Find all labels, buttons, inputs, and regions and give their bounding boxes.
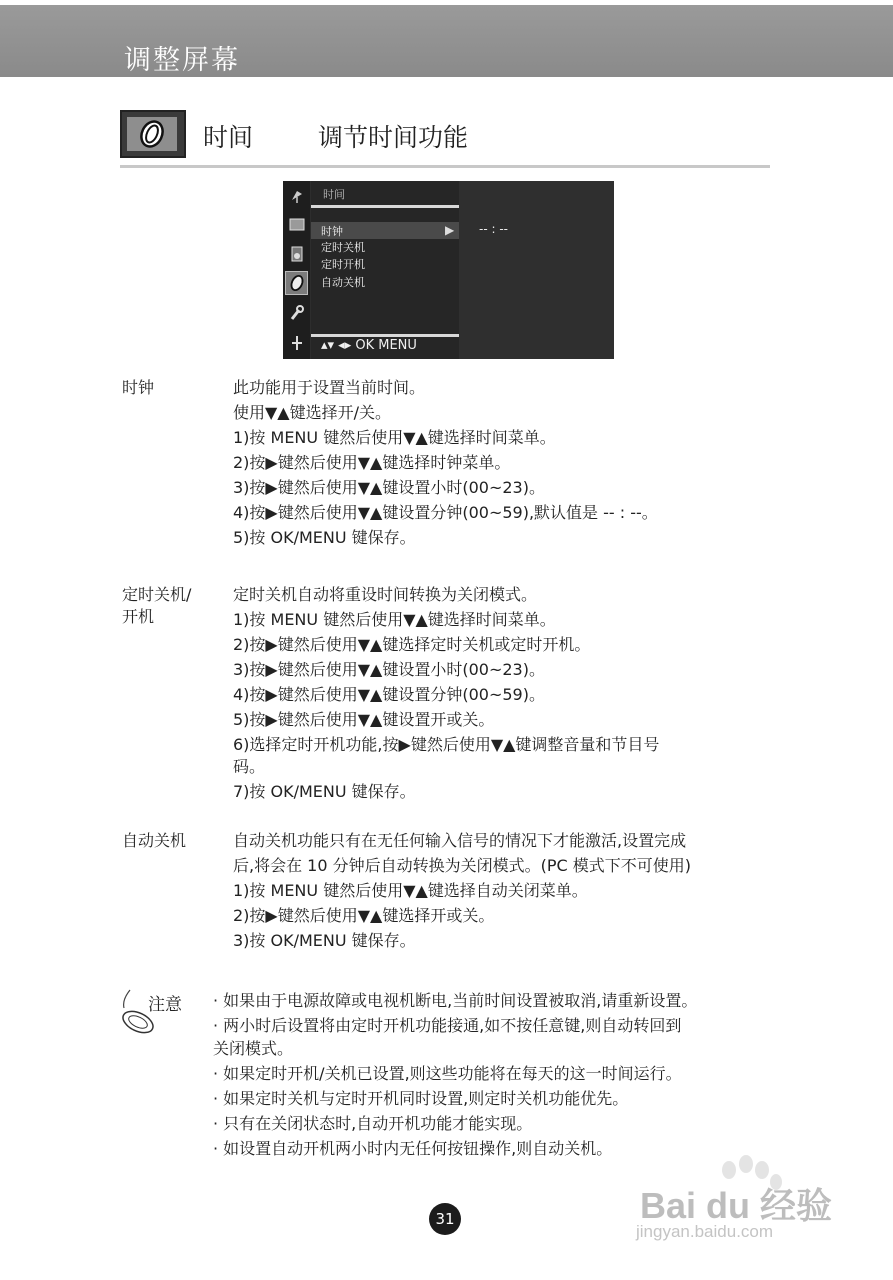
osd-menu-item-off-timer[interactable]: 定时关机 [321, 241, 365, 254]
timer-line: 1)按 MENU 键然后使用▼▲键选择时间菜单。 [233, 610, 556, 629]
osd-key-hint: ▴▾ ◂▸ OK MENU [321, 338, 417, 353]
note-line: 关闭模式。 [213, 1039, 294, 1058]
note-line: · 如设置自动开机两小时内无任何按钮操作,则自动关机。 [213, 1139, 613, 1158]
section-divider [120, 165, 770, 168]
timer-line: 码。 [233, 757, 266, 776]
picture-icon [285, 213, 308, 237]
osd-menu-item-on-timer[interactable]: 定时开机 [321, 258, 365, 271]
osd-menu-title: 时间 [323, 188, 345, 201]
page-number: 31 [429, 1203, 461, 1235]
clock-line: 4)按▶键然后使用▼▲键设置分钟(00~59),默认值是 -- : --。 [233, 503, 658, 522]
osd-side-icons [283, 181, 310, 359]
clock-line: 2)按▶键然后使用▼▲键选择时钟菜单。 [233, 453, 511, 472]
clock-line: 5)按 OK/MENU 键保存。 [233, 528, 416, 547]
section-title: 时间 [203, 123, 254, 152]
watermark-brand: Bai du 经验 [640, 1185, 833, 1226]
timer-line: 3)按▶键然后使用▼▲键设置小时(00~23)。 [233, 660, 545, 679]
timer-line: 4)按▶键然后使用▼▲键设置分钟(00~59)。 [233, 685, 545, 704]
header-title: 调整屏幕 [124, 45, 240, 76]
note-line: · 只有在关闭状态时,自动开机功能才能实现。 [213, 1114, 533, 1133]
clock-line: 此功能用于设置当前时间。 [233, 378, 426, 397]
osd-clock-value: -- : -- [479, 222, 508, 236]
timer-line: 6)选择定时开机功能,按▶键然后使用▼▲键调整音量和节目号 [233, 735, 660, 754]
auto-off-line: 自动关机功能只有在无任何输入信号的情况下才能激活,设置完成 [233, 831, 687, 850]
plug-icon [285, 331, 308, 355]
term-auto-off: 自动关机 [122, 831, 187, 850]
auto-off-line: 1)按 MENU 键然后使用▼▲键选择自动关闭菜单。 [233, 881, 588, 900]
osd-menu-item-auto-off[interactable]: 自动关机 [321, 276, 365, 289]
auto-off-line: 3)按 OK/MENU 键保存。 [233, 931, 416, 950]
right-arrow-icon: ▶ [445, 223, 455, 237]
clock-line: 使用▼▲键选择开/关。 [233, 403, 392, 422]
timer-line: 定时关机自动将重设时间转换为关闭模式。 [233, 585, 538, 604]
clock-line: 3)按▶键然后使用▼▲键设置小时(00~23)。 [233, 478, 545, 497]
timer-line: 2)按▶键然后使用▼▲键选择定时关机或定时开机。 [233, 635, 591, 654]
auto-off-line: 后,将会在 10 分钟后自动转换为关闭模式。(PC 模式下不可使用) [233, 856, 692, 875]
osd-title-divider [311, 205, 459, 208]
note-label: 注意 [148, 995, 182, 1015]
section-subtitle: 调节时间功能 [318, 123, 469, 152]
wrench-icon [285, 301, 308, 325]
note-line: · 如果由于电源故障或电视机断电,当前时间设置被取消,请重新设置。 [213, 991, 698, 1010]
timer-line: 5)按▶键然后使用▼▲键设置开或关。 [233, 710, 495, 729]
osd-menu [283, 181, 614, 359]
osd-bottom-divider [311, 334, 459, 337]
osd-menu-list [311, 181, 459, 359]
section-icon-box [120, 110, 186, 158]
osd-menu-item-clock[interactable]: 时钟 [321, 225, 343, 238]
speaker-icon [285, 242, 308, 266]
note-line: · 两小时后设置将由定时开机功能接通,如不按任意键,则自动转回到 [213, 1016, 682, 1035]
clock-icon [285, 271, 308, 295]
note-line: · 如果定时关机与定时开机同时设置,则定时关机功能优先。 [213, 1089, 629, 1108]
osd-value-panel [459, 181, 614, 359]
satellite-dish-icon [285, 184, 308, 208]
clock-line: 1)按 MENU 键然后使用▼▲键选择时间菜单。 [233, 428, 556, 447]
auto-off-line: 2)按▶键然后使用▼▲键选择开或关。 [233, 906, 495, 925]
clock-icon [127, 117, 177, 151]
watermark-url: jingyan.baidu.com [636, 1222, 774, 1241]
note-line: · 如果定时开机/关机已设置,则这些功能将在每天的这一时间运行。 [213, 1064, 682, 1083]
term-timer-line2: 开机 [122, 607, 155, 626]
term-clock: 时钟 [122, 378, 155, 397]
timer-line: 7)按 OK/MENU 键保存。 [233, 782, 416, 801]
term-timer-line1: 定时关机/ [122, 585, 192, 604]
